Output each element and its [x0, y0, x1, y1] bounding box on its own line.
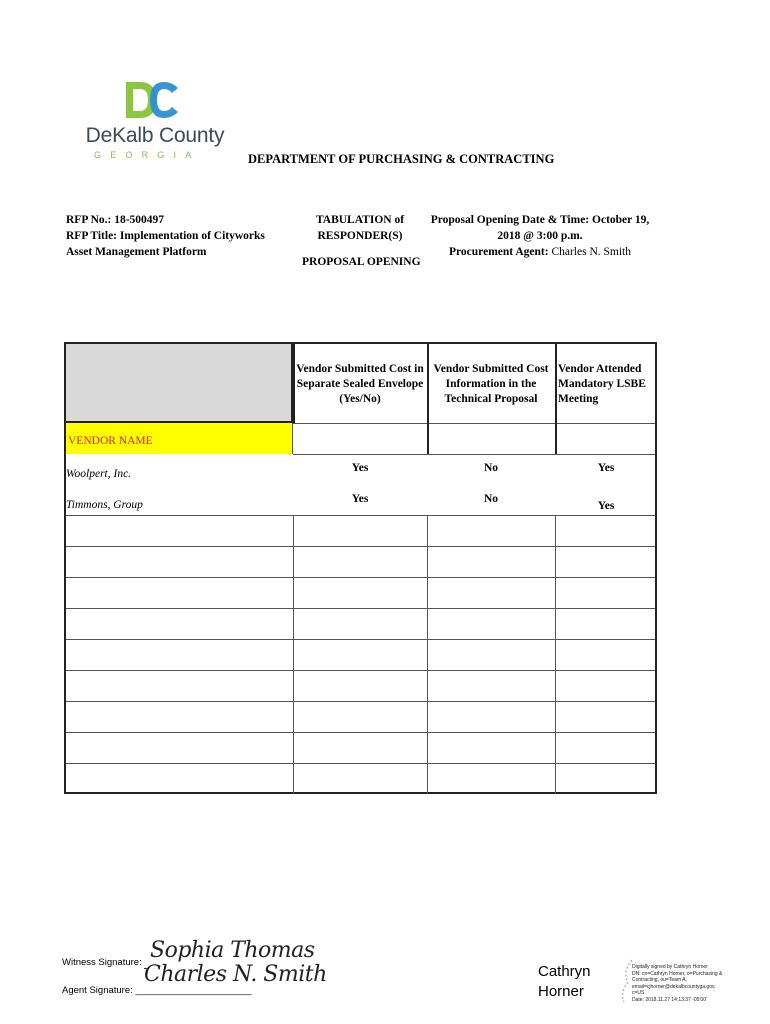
vendor-name: Woolpert, Inc. [66, 468, 132, 480]
grid-line [293, 342, 295, 423]
rfp-number: RFP No.: 18-500497 [66, 214, 165, 226]
tabulation-heading [300, 212, 420, 244]
opening-date-line1: Proposal Opening Date & Time: October 19, [430, 214, 650, 226]
grid-line [64, 732, 657, 733]
logo-name: DeKalb County [85, 124, 225, 147]
grid-line [293, 454, 657, 455]
vendor-name-header [64, 423, 293, 454]
vendor-name: Timmons, Group [66, 499, 143, 511]
grid-line [64, 577, 657, 578]
dekalb-county-logo [80, 80, 230, 162]
digital-signature-note: Digitally signed by Cathryn Horner DN: cn=Cathryn Horner, o=Purchasing & Contracting, ou=Team A, email=cjhorner@dekalbcountyga.gov, c=US Date: 2018.11.27 14:13:37 -05'00' [632, 964, 723, 1003]
grid-line [293, 515, 294, 794]
witness-signature-label: Witness Signature: [62, 957, 142, 968]
agent-signature-label: Agent Signature: ______________________ [62, 985, 252, 996]
grid-line [64, 342, 657, 344]
grid-line [64, 546, 657, 547]
dc-logo-mark-icon [124, 80, 180, 120]
technical-proposal-value: No [483, 493, 499, 505]
technical-proposal-value: No [483, 462, 499, 474]
sealed-envelope-value: Yes [351, 462, 369, 474]
grid-line [293, 423, 657, 424]
procurement-agent-label: Procurement Agent: [449, 246, 549, 258]
sealed-envelope-value: Yes [351, 493, 369, 505]
lsbe-meeting-value: Yes [597, 462, 615, 474]
header-technical-proposal: Vendor Submitted Cost Information in the Technical Proposal [433, 363, 549, 405]
grid-line [427, 515, 428, 794]
opening-info [430, 212, 650, 260]
procurement-agent [430, 244, 650, 260]
lsbe-meeting-value: Yes [597, 500, 615, 512]
department-title: DEPARTMENT OF PURCHASING & CONTRACTING [248, 152, 555, 166]
grid-line [555, 342, 557, 454]
proposal-opening-label: PROPOSAL OPENING [302, 256, 421, 268]
rfp-info [66, 212, 265, 260]
grid-line [64, 639, 657, 640]
grid-line [64, 701, 657, 702]
grid-line [64, 608, 657, 609]
tabulation-table [64, 342, 657, 794]
grid-line [64, 342, 66, 794]
header-sealed-envelope: Vendor Submitted Cost in Separate Sealed Envelope (Yes/No) [296, 363, 424, 405]
grid-line [64, 515, 657, 516]
grid-line [64, 763, 657, 764]
header-blank-cell [64, 342, 293, 423]
rfp-title-line1: RFP Title: Implementation of Cityworks [66, 230, 265, 242]
grid-line [555, 515, 556, 794]
header-lsbe-meeting: Vendor Attended Mandatory LSBE Meeting [558, 363, 646, 405]
grid-line [655, 342, 657, 794]
tabulation-line1: TABULATION of [315, 214, 405, 226]
procurement-agent-name: Charles N. Smith [548, 246, 631, 258]
tabulation-line2: RESPONDER(S) [317, 230, 403, 242]
rfp-title-line2: Asset Management Platform [66, 246, 207, 258]
logo-state: GEORGIA [94, 150, 201, 160]
grid-line [64, 670, 657, 671]
grid-line [64, 792, 657, 794]
grid-line [427, 342, 429, 454]
vendor-name-label: VENDOR NAME [68, 435, 153, 447]
agent-signature: Charles N. Smith [144, 962, 327, 987]
opening-date-line2: 2018 @ 3:00 p.m. [497, 230, 583, 242]
digital-signer-name: Cathryn Horner [538, 963, 591, 1000]
witness-signature: Sophia Thomas [150, 938, 315, 963]
